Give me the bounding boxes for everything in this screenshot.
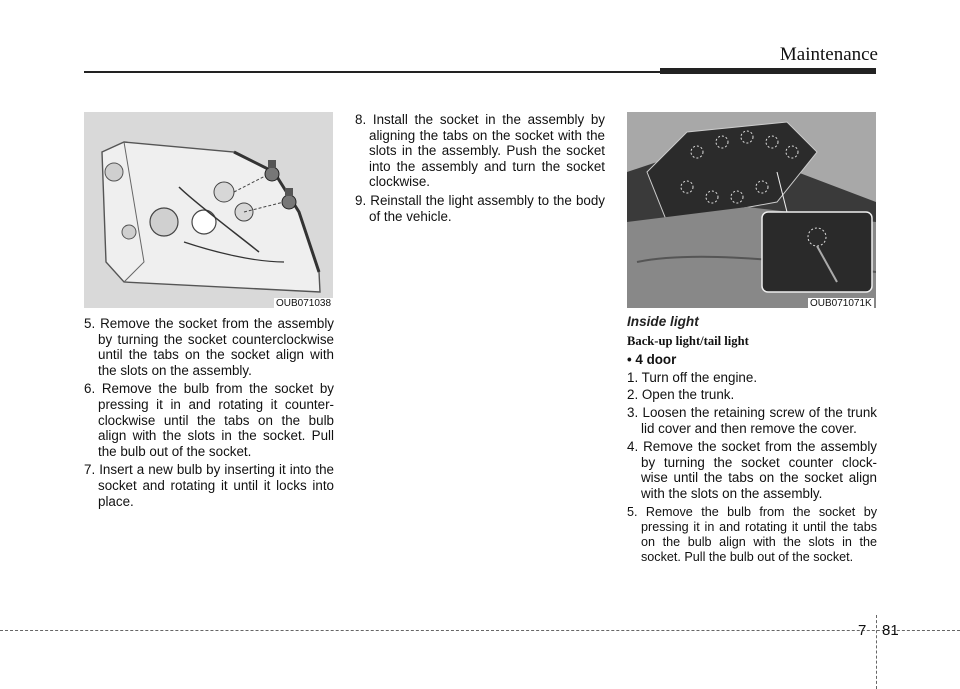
header-rule-accent: [660, 68, 876, 74]
page-section-title: Maintenance: [779, 44, 878, 65]
right-column: [627, 314, 877, 568]
four-door-bullet: • 4 door: [627, 352, 677, 368]
step-4-right: 4. Remove the socket from the assembly by turning the socket counter clock-wise until the tabs on the socket align with the slots on the assembly.: [627, 439, 877, 501]
trunk-lid-illustration: [627, 112, 876, 308]
step-6-left: 6. Remove the bulb from the socket by pressing it in and rotating it counter-clockwise until the tabs on the bulb align with the slots in the socket. Pull the bulb out of the socket.: [84, 381, 334, 459]
inside-light-heading: Inside light: [627, 314, 699, 329]
step-1-right: 1. Turn off the engine.: [627, 369, 758, 385]
step-8: 8. Install the socket in the assembly by aligning the tabs on the socket with the slots in the assembly. Push the socket into the assembly and turn the socket clockwise.: [355, 112, 605, 190]
figure-code-left: OUB071038: [276, 298, 332, 309]
figure-code-right: OUB071071K: [810, 298, 872, 309]
trunk-lid-figure: [627, 112, 876, 308]
step-5-left: 5. Remove the socket from the assembly by turning the socket counterclockwise until the tabs on the socket align with the slots on the assembly.: [84, 316, 334, 378]
footer-rule: [0, 630, 960, 631]
middle-column: [355, 112, 605, 227]
step-7-left: 7. Insert a new bulb by inserting it into the socket and rotating it until it locks into place.: [84, 462, 334, 509]
page-number: 81: [882, 622, 899, 639]
backup-tail-light-heading: Back-up light/tail light: [627, 333, 749, 348]
tail-lamp-figure: [84, 112, 333, 308]
step-2-right: 2. Open the trunk.: [627, 387, 735, 403]
chapter-number: 7: [858, 622, 867, 639]
step-5-right: 5. Remove the bulb from the socket by pressing it in and rotating it until the tabs on the bulb align with the slots in the socket. Pull the bulb out of the socket.: [627, 504, 877, 564]
header-rule: [84, 71, 660, 73]
tail-lamp-illustration: [84, 112, 333, 308]
step-9: 9. Reinstall the light assembly to the body of the vehicle.: [355, 192, 605, 224]
step-3-right: 3. Loosen the retaining screw of the trunk lid cover and then remove the cover.: [627, 404, 877, 436]
left-column: [84, 316, 334, 512]
footer-divider: [876, 615, 877, 689]
